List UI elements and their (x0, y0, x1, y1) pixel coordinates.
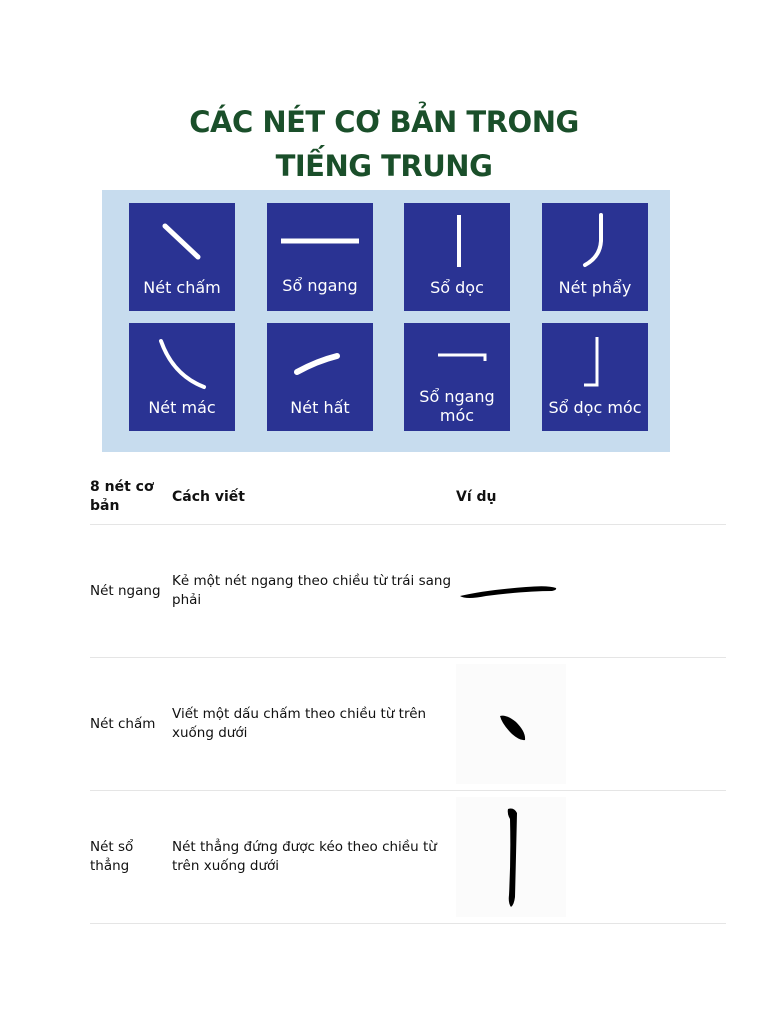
tile-so-doc (404, 203, 510, 311)
vertical-brush-stroke-icon (456, 797, 566, 917)
tile-label: Sổ dọc (430, 278, 484, 297)
stroke-description: Nét thẳng đứng được kéo theo chiều từ trên xuống dưới (172, 839, 437, 874)
stroke-description: Kẻ một nét ngang theo chiều từ trái sang phải (172, 573, 452, 608)
tile-label: Nét hất (290, 398, 350, 417)
title-line-1: CÁC NÉT CƠ BẢN TRONG (189, 105, 579, 139)
tile-label: Sổ ngang móc (419, 387, 495, 425)
example-image (456, 797, 566, 917)
tile-so-ngang (267, 203, 373, 311)
table-row (90, 658, 726, 791)
table-row (90, 791, 726, 924)
tile-label: Nét chấm (143, 278, 221, 297)
table-header-row (90, 470, 726, 525)
dot-brush-stroke-icon (456, 664, 566, 784)
title-line-2: TIẾNG TRUNG (275, 149, 493, 183)
tile-so-ngang-moc (404, 323, 510, 431)
tile-net-cham (129, 203, 235, 311)
stroke-example (456, 658, 726, 791)
stroke-description: Viết một dấu chấm theo chiều từ trên xuống dưới (172, 706, 427, 741)
tile-label: Sổ ngang (282, 276, 358, 295)
tile-net-mac (129, 323, 235, 431)
header-strokes: 8 nét cơ bản (90, 479, 154, 514)
tile-so-doc-moc (542, 323, 648, 431)
stroke-name: Nét ngang (90, 582, 161, 599)
header-how-to-write: Cách viết (172, 488, 245, 505)
table-row (90, 525, 726, 658)
tile-label: Nét phẩy (558, 278, 632, 297)
horizontal-brush-stroke-icon (456, 568, 576, 608)
stroke-name: Nét chấm (90, 715, 156, 732)
tile-label: Nét mác (148, 398, 216, 417)
tile-net-phay (542, 203, 648, 311)
header-example: Ví dụ (456, 488, 497, 505)
example-image (456, 664, 566, 784)
strokes-panel (102, 190, 670, 452)
tile-label: Sổ dọc móc (548, 398, 642, 417)
strokes-table (90, 470, 726, 924)
page-title (0, 100, 768, 188)
stroke-example (456, 525, 726, 658)
stroke-example (456, 791, 726, 924)
stroke-name: Nét sổ thẳng (90, 839, 134, 874)
tile-net-hat (267, 323, 373, 431)
